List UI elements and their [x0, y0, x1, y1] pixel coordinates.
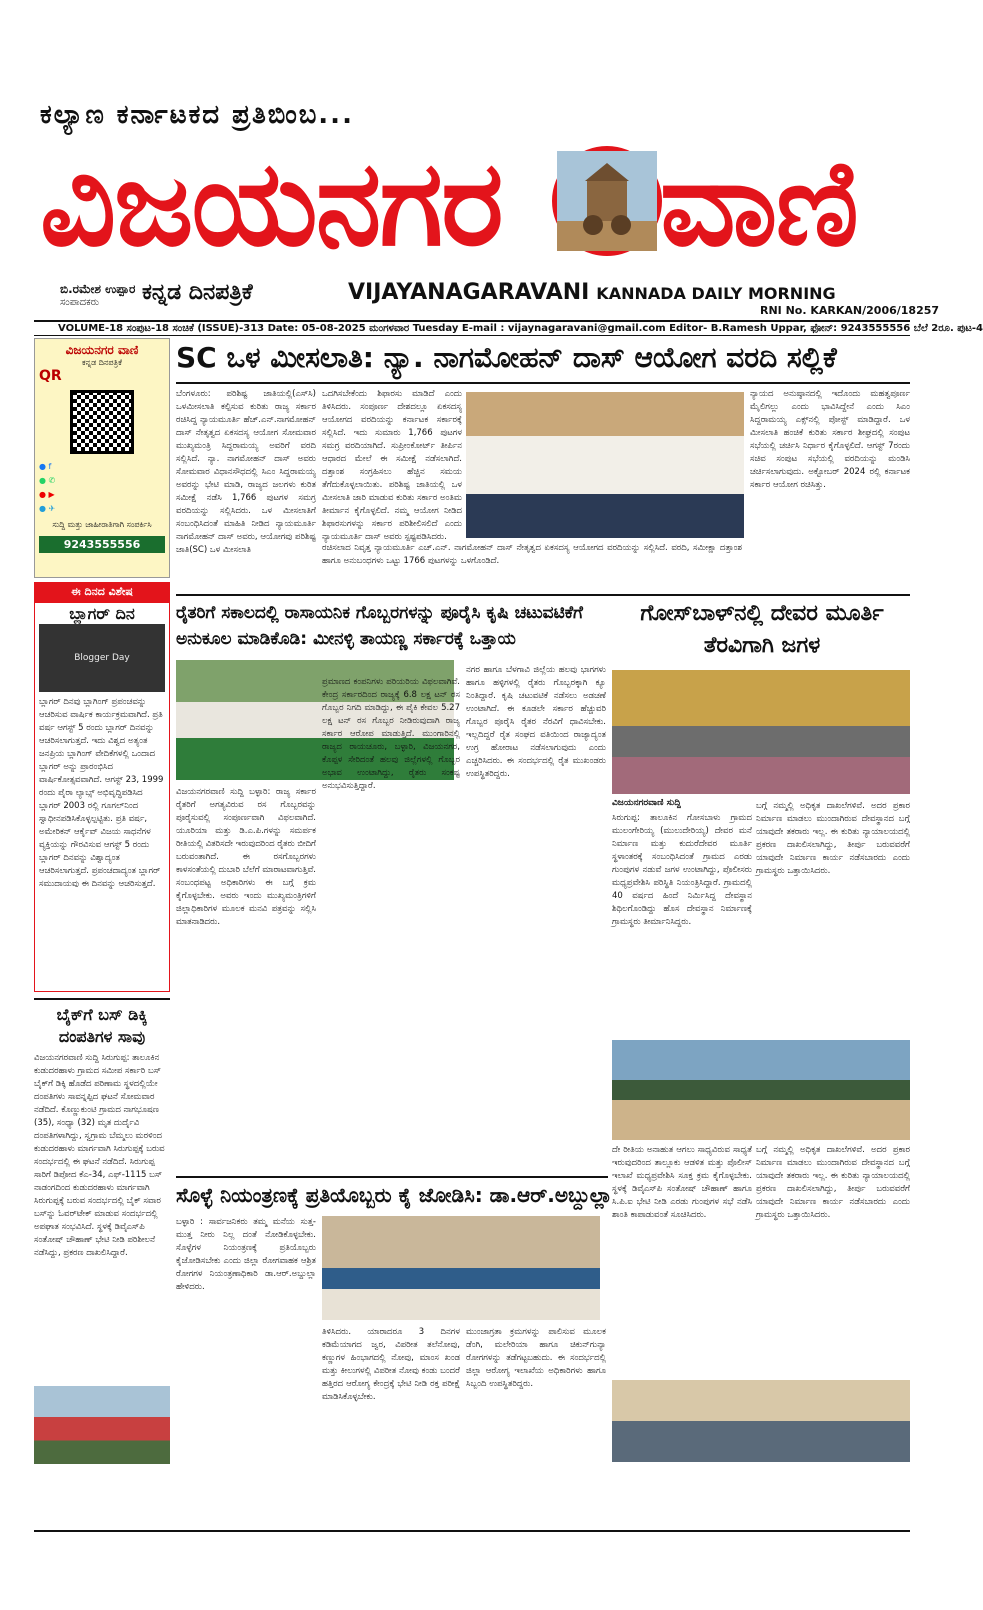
lead-column-2: ಒದಗಿಸಬೇಕೆಂದು ಶಿಫಾರಸು ಮಾಡಿದೆ ಎಂದು ತಿಳಿಸಿದರು. ಸಂಪೂರ್ಣ ದೇಶದಲ್ಲೂ ಏಕಸದಸ್ಯ ಆಯೋಗದ ವರದಿಯನ್ನು ಕರ್ನಾಟಕ ಸರ್ಕಾರಕ್ಕೆ ಸಲ್ಲಿಸಿದೆ. ಇದು ಸುಮಾರು 1,766 ಪುಟಗಳ ಸಮಗ್ರ ವರದಿಯಾಗಿದೆ. ಸುಪ್ರೀಂಕೋರ್ಟ್ ತೀರ್ಪಿನ ಆಧಾರದ ಮೇಲೆ ಈ ಸಮೀಕ್ಷೆ ನಡೆಸಲಾಗಿದೆ. ದತ್ತಾಂಶ ಸಂಗ್ರಹಿಸಲು ಹೆಚ್ಚಿನ ಸಮಯ ತೆಗೆದುಕೊಳ್ಳಲಾಯಿತು. ಪರಿಶಿಷ್ಟ ಜಾತಿಯಲ್ಲಿ ಒಳ ಮೀಸಲಾತಿ ಜಾರಿ ಮಾಡುವ ಕುರಿತು ಸರ್ಕಾರ ಅಂತಿಮ ತೀರ್ಮಾನ ಕೈಗೊಳ್ಳಲಿದೆ. ನಮ್ಮ ಆಯೋಗ ನೀಡಿದ ಶಿಫಾರಸುಗಳನ್ನು ಸರ್ಕಾರ ಪರಿಶೀಲಿಸಲಿದೆ ಎಂದು ನ್ಯಾಯಮೂರ್ತಿ ದಾಸ್ ಅವರು ಸ್ಪಷ್ಟಪಡಿಸಿದರು. [322, 389, 462, 542]
lead-headline[interactable]: SC ಒಳ ಮೀಸಲಾತಿ: ನ್ಯಾ. ನಾಗಮೋಹನ್ ದಾಸ್ ಆಯೋಗ ವರದಿ ಸಲ್ಲಿಕೆ [176, 341, 837, 374]
lead-photo-caption: ರಚಿಸಲಾದ ನಿವೃತ್ತ ನ್ಯಾಯಮೂರ್ತಿ ಎಚ್.ಎನ್. ನಾಗಮೋಹನ್ ದಾಸ್ ನೇತೃತ್ವದ ಏಕಸದಸ್ಯ ಆಯೋಗದ ವರದಿಯನ್ನು ಸಲ್ಲಿಸಿದೆ. ವರದಿ, ಸಮೀಕ್ಷಾ ದತ್ತಾಂಶ ಹಾಗೂ ಅನುಬಂಧಗಳು ಒಟ್ಟು 1766 ಪುಟಗಳನ್ನು ಒಳಗೊಂಡಿದೆ. [322, 543, 742, 566]
masthead-title-left: ವಿಜಯನಗರ [40, 134, 502, 272]
facebook-icon[interactable]: ● f [39, 462, 52, 471]
qr-code-icon[interactable] [70, 390, 134, 454]
section-rule [176, 594, 910, 596]
editor-credit [60, 282, 135, 308]
farmers-column-2: ಪ್ರಮಾಣದ ಕಂಪನಿಗಳು ಪರಿಯರಿಯ ವಿಫಲವಾಗಿವೆ. ಕೇಂದ್ರ ಸರ್ಕಾರದಿಂದ ರಾಜ್ಯಕ್ಕೆ 6.8 ಲಕ್ಷ ಟನ್ ರಸ ಗೊಬ್ಬರ ನಿಗದಿ ಮಾಡಿದ್ದು, ಈ ಪೈಕಿ ಕೇವಲ 5.27 ಲಕ್ಷ ಟನ್ ರಸ ಗೊಬ್ಬರ ನೀಡಿರುವುದಾಗಿ ರಾಜ್ಯ ಸರ್ಕಾರ ಆರೋಪ ಮಾಡುತ್ತಿದೆ. ಮುಂಗಾರಿನಲ್ಲಿ ರಾಜ್ಯದ ರಾಯಚೂರು, ಬಳ್ಳಾರಿ, ವಿಜಯನಗರ, ಕೊಪ್ಪಳ ಸೇರಿದಂತೆ ಹಲವು ಜಿಲ್ಲೆಗಳಲ್ಲಿ ಗೊಬ್ಬರ ಅಭಾವ ಉಂಟಾಗಿದ್ದು, ರೈತರು ಸಂಕಷ್ಟ ಅನುಭವಿಸುತ್ತಿದ್ದಾರೆ. [322, 677, 460, 791]
editor-name: ಬಿ.ರಮೇಶ ಉಪ್ಪಾರ [60, 282, 136, 296]
qr-title: ವಿಜಯನಗರ ವಾಣಿ [65, 343, 139, 357]
brand-name: VIJAYANAGARAVANI [348, 280, 590, 305]
temple-column-2: ದೇ ರೀತಿಯ ಅನಾಹುತ ಆಗಲು ಸಾಧ್ಯವಿರುವ ಸಾಧ್ಯತೆ ಇರುವುದರಿಂದ ತಾಲ್ಲೂಕು ಆಡಳಿತ ಮತ್ತು ಪೊಲೀಸ್ ಇಲಾಖೆ ಮಧ್ಯಪ್ರವೇಶಿಸಿ ಸೂಕ್ತ ಕ್ರಮ ಕೈಗೊಳ್ಳಬೇಕು. ಸ್ಥಳಕ್ಕೆ ಡಿವೈಎಸ್‌ಪಿ ಸಂತೋಷ್ ಚೌಹಾಣ್ ಹಾಗೂ ಸಿ.ಪಿ.ಐ ಭೇಟಿ ನೀಡಿ ಎರಡು ಗುಂಪುಗಳ ಸಭೆ ನಡೆಸಿ ಶಾಂತಿ ಕಾಪಾಡುವಂತೆ ಸೂಚಿಸಿದರು. [612, 1145, 752, 1220]
lead-column-4: ನ್ಯಾಯದ ಅನುಷ್ಠಾನದಲ್ಲಿ ಇದೊಂದು ಮಹತ್ವಪೂರ್ಣ ಮೈಲಿಗಲ್ಲು ಎಂದು ಭಾವಿಸಿದ್ದೇನೆ ಎಂದು ಸಿಎಂ ಸಿದ್ದರಾಮಯ್ಯ ಎಕ್ಸ್‌ನಲ್ಲಿ ಪೋಸ್ಟ್ ಮಾಡಿದ್ದಾರೆ. ಒಳ ಮೀಸಲಾತಿ ಹಂಚಿಕೆ ಕುರಿತು ಸರ್ಕಾರ ಶೀಘ್ರದಲ್ಲಿ ಸಂಪುಟ ಸಭೆಯಲ್ಲಿ ಚರ್ಚಿಸಿ ನಿರ್ಧಾರ ಕೈಗೊಳ್ಳಲಿದೆ. ಆಗಸ್ಟ್ 7ರಂದು ಸಚಿವ ಸಂಪುಟ ಸಭೆಯಲ್ಲಿ ವರದಿಯನ್ನು ಮಂಡಿಸಿ ಚರ್ಚಿಸಲಾಗುವುದು. ಅಕ್ಟೋಬರ್ 2024 ರಲ್ಲಿ ಕರ್ನಾಟಕ ಸರ್ಕಾರ ಆಯೋಗ ರಚಿಸಿತ್ತು. [750, 389, 910, 490]
editor-label: Editor- B.Ramesh Uppar, [669, 323, 807, 334]
cleanliness-rule [176, 1176, 608, 1178]
cleanliness-column-3: ಮುಂಜಾಗ್ರತಾ ಕ್ರಮಗಳನ್ನು ಪಾಲಿಸುವ ಮೂಲಕ ಡೆಂಗಿ, ಮಲೇರಿಯಾ ಹಾಗೂ ಚಿಕುನ್‌ಗುನ್ಯಾ ರೋಗಗಳನ್ನು ತಡೆಗಟ್ಟಬಹುದು. ಈ ಸಂದರ್ಭದಲ್ಲಿ ಜಿಲ್ಲಾ ಆರೋಗ್ಯ ಇಲಾಖೆಯ ಅಧಿಕಾರಿಗಳು ಹಾಗೂ ಸಿಬ್ಬಂದಿ ಉಪಸ್ಥಿತರಿದ್ದರು. [466, 1327, 606, 1389]
blogger-day-image: Blogger Day [39, 624, 165, 692]
special-day-box [34, 602, 170, 992]
lead-column-1: ಬೆಂಗಳೂರು: ಪರಿಶಿಷ್ಟ ಜಾತಿಯಲ್ಲಿ(ಎಸ್‌ಸಿ) ಒಳಮೀಸಲಾತಿ ಕಲ್ಪಿಸುವ ಕುರಿತು ರಾಜ್ಯ ಸರ್ಕಾರ ರಚಿಸಿದ್ದ ನ್ಯಾಯಮೂರ್ತಿ ಹೆಚ್.ಎನ್.ನಾಗಮೋಹನ್ ದಾಸ್ ನೇತೃತ್ವದ ಏಕಸದಸ್ಯ ಆಯೋಗ ಸೋಮವಾರ ಮುಖ್ಯಮಂತ್ರಿ ಸಿದ್ದರಾಮಯ್ಯ ಅವರಿಗೆ ವರದಿ ಸಲ್ಲಿಸಿದೆ. ನ್ಯಾ. ನಾಗಮೋಹನ್ ದಾಸ್ ಅವರು ಸೋಮವಾರ ವಿಧಾನಸೌಧದಲ್ಲಿ ಸಿಎಂ ಸಿದ್ದರಾಮಯ್ಯ ಅವರನ್ನು ಭೇಟಿ ಮಾಡಿ, ರಾಜ್ಯದ ಜಲಗಳು ಕುರಿತ ಸಮೀಕ್ಷೆ ನಡೆಸಿ 1,766 ಪುಟಗಳ ಸಮಗ್ರ ವರದಿಯನ್ನು ಸಲ್ಲಿಸಿದರು. ಒಳ ಮೀಸಲಾತಿಗೆ ಸಂಬಂಧಿಸಿದಂತೆ ಮಾಹಿತಿ ನೀಡಿದ ನ್ಯಾಯಮೂರ್ತಿ ನಾಗಮೋಹನ್ ದಾಸ್ ಅವರು, ಆಯೋಗವು ಪರಿಶಿಷ್ಟ ಜಾತಿ(SC) ಒಳ ಮೀಸಲಾತಿ [176, 389, 316, 555]
contact-phone: 9243555556 [39, 536, 165, 553]
phone-label: ಸುದ್ದಿ ಮತ್ತು ಜಾಹೀರಾತಿಗಾಗಿ ಸಂಪರ್ಕಿಸಿ [52, 520, 152, 529]
price: ಬೆಲೆ 2ರೂ. ಪುಟ-4 [913, 323, 983, 334]
cleanliness-photo [322, 1216, 600, 1320]
bike-accident-headline[interactable]: ಬೈಕ್‌ಗೆ ಬಸ್ ಡಿಕ್ಕಿ ದಂಪತಿಗಳ ಸಾವು [34, 998, 170, 1048]
social-links [39, 460, 165, 516]
daily-english: KANNADA DAILY MORNING [596, 284, 836, 303]
day-english: Tuesday [412, 323, 459, 334]
daily-kannada-label: ಕನ್ನಡ ದಿನಪತ್ರಿಕೆ [142, 280, 253, 305]
temple-police-photo [612, 1040, 910, 1140]
hampi-chariot-emblem-icon [552, 146, 662, 256]
brand-english [348, 280, 836, 305]
email[interactable]: E-mail : vijaynagaravani@gmail.com [461, 323, 666, 334]
lead-rule [176, 382, 910, 384]
qr-label: QR [39, 368, 62, 384]
left-sidebar [34, 338, 170, 1528]
rni-number: RNI No. KARKAN/2006/18257 [760, 304, 940, 317]
special-day-body: ಬ್ಲಾಗರ್ ದಿನವು ಬ್ಲಾಗಿಂಗ್ ಪ್ರಪಂಚವನ್ನು ಆಚರಿಸುವ ವಾರ್ಷಿಕ ಕಾರ್ಯಕ್ರಮವಾಗಿದೆ. ಪ್ರತಿ ವರ್ಷ ಆಗಸ್ಟ್ 5 ರಂದು ಬ್ಲಾಗರ್ ದಿನವನ್ನು ಆಚರಿಸಲಾಗುತ್ತದೆ. ಇದು ವಿಶ್ವದ ಅತ್ಯಂತ ಜನಪ್ರಿಯ ಬ್ಲಾಗಿಂಗ್ ವೇದಿಕೆಗಳಲ್ಲಿ ಒಂದಾದ ಬ್ಲಾಗರ್ ಅನ್ನು ಪ್ರಾರಂಭಿಸಿದ ವಾರ್ಷಿಕೋತ್ಸವವಾಗಿದೆ. ಆಗಸ್ಟ್ 23, 1999 ರಂದು ಪೈರಾ ಲ್ಯಾಬ್ಸ್ ಅಭಿವೃದ್ಧಿಪಡಿಸಿದ ಬ್ಲಾಗರ್ 2003 ರಲ್ಲಿ ಗೂಗಲ್‌ನಿಂದ ಸ್ವಾಧೀನಪಡಿಸಿಕೊಳ್ಳಲ್ಪಟ್ಟಿತು. ಪ್ರತಿ ವರ್ಷ, ಅಮೇರಿಕನ್ ಆರ್ಕೈವ್ ವಿಜಯ ಸಾಧನೆಗಳ ವ್ಯಕ್ತಿಯನ್ನು ಗೌರವಿಸುವ ಆಗಸ್ಟ್ 5 ರಂದು ಬ್ಲಾಗರ್ ದಿನವನ್ನು ವಿಶ್ವಾದ್ಯಂತ ಆಚರಿಸಲಾಗುತ್ತದೆ. ಪ್ರಪಂಚದಾದ್ಯಂತ ಬ್ಲಾಗರ್ ಸಮುದಾಯವು ಈ ದಿನವನ್ನು ಆಚರಿಸುತ್ತದೆ. [39, 697, 164, 889]
temple-headline[interactable]: ಗೋಸ್‌ಬಾಳ್‌ನಲ್ಲಿ ದೇವರ ಮೂರ್ತಿ ತೆರವಿಗಾಗಿ ಜಗಳ [640, 601, 884, 658]
cleanliness-column-1: ಬಳ್ಳಾರಿ : ಸಾರ್ವಜನಿಕರು ತಮ್ಮ ಮನೆಯ ಸುತ್ತ-ಮುತ್ತ ನೀರು ನಿಲ್ಲ ದಂತೆ ನೋಡಿಕೊಳ್ಳಬೇಕು. ಸೊಳ್ಳೆಗಳ ನಿಯಂತ್ರಣಕ್ಕೆ ಪ್ರತಿಯೊಬ್ಬರು ಕೈಜೋಡಿಸಬೇಕು ಎಂದು ಜಿಲ್ಲಾ ರೋಗವಾಹಕ ಆಶ್ರಿತ ರೋಗಗಳ ನಿಯಂತ್ರಣಾಧಿಕಾರಿ ಡಾ.ಆರ್.ಅಬ್ದುಲ್ಲಾ ಹೇಳಿದರು. [176, 1217, 316, 1292]
telegram-icon[interactable]: ● ✈ [39, 504, 56, 513]
farmers-column-1: ವಿಜಯನಗರವಾಣಿ ಸುದ್ದಿ ಬಳ್ಳಾರಿ: ರಾಜ್ಯ ಸರ್ಕಾರ ರೈತರಿಗೆ ಅಗತ್ಯವಿರುವ ರಸ ಗೊಬ್ಬರವನ್ನು ಪೂರೈಸುವಲ್ಲಿ ಸಂಪೂರ್ಣವಾಗಿ ವಿಫಲವಾಗಿದೆ. ಯೂರಿಯಾ ಮತ್ತು ಡಿ.ಎ.ಪಿ.ಗಳನ್ನು ಸಮರ್ಪಕ ರೀತಿಯಲ್ಲಿ ವಿತರಿಸದೇ ಇರುವುದರಿಂದ ರೈತರು ಬೀದಿಗೆ ಬರುವಂತಾಗಿದೆ. ಈ ರಸಗೊಬ್ಬರಗಳು ಕಾಳಸಂತೆಯಲ್ಲಿ ದುಬಾರಿ ಬೆಲೆಗೆ ಮಾರಾಟವಾಗುತ್ತಿವೆ. ಸಂಬಂಧಪಟ್ಟ ಅಧಿಕಾರಿಗಳು ಈ ಬಗ್ಗೆ ಕ್ರಮ ಕೈಗೊಳ್ಳಬೇಕು. ಅವರು ಇಂದು ಮುಖ್ಯಮಂತ್ರಿಗಳಿಗೆ ಜಿಲ್ಲಾಧಿಕಾರಿಗಳ ಮೂಲಕ ಮನವಿ ಪತ್ರವನ್ನು ಸಲ್ಲಿಸಿ ಮಾತನಾಡಿದರು. [176, 787, 316, 927]
temple-photo-caption: ವಿಜಯನಗರವಾಣಿ ಸುದ್ದಿ [612, 798, 681, 808]
day-kannada: ಮಂಗಳವಾರ [369, 323, 410, 334]
phone: ಫೋನ್: 9243555556 [810, 323, 911, 334]
volume: VOLUME-18 ಸಂಪುಟ-18 [58, 323, 170, 334]
bus-accident-photo [34, 1386, 170, 1464]
issue-info-bar [34, 320, 983, 336]
farmers-headline[interactable]: ರೈತರಿಗೆ ಸಕಾಲದಲ್ಲಿ ರಾಸಾಯನಿಕ ಗೊಬ್ಬರಗಳನ್ನು ಪೂರೈಸಿ ಕೃಷಿ ಚಟುವಟಿಕೆಗೆ ಅನುಕೂಲ ಮಾಡಿಕೊಡಿ: ಮೀನಳ್ಳಿ ತಾಯಣ್ಣ ಸರ್ಕಾರಕ್ಕೆ ಒತ್ತಾಯ [176, 603, 583, 649]
cleanliness-column-2: ತಿಳಿಸಿದರು. ಯಾರಾದರೂ 3 ದಿನಗಳ ಕಡಿಮೆಯಾಗದ ಜ್ವರ, ವಿಪರೀತ ತಲೆನೋವು, ಕಣ್ಣುಗಳ ಹಿಂಭಾಗದಲ್ಲಿ ನೋವು, ಮಾಂಸ ಖಂಡ ಮತ್ತು ಕೀಲುಗಳಲ್ಲಿ ವಿಪರೀತ ನೋವು ಕಂಡು ಬಂದರೆ ಹತ್ತಿರದ ಆರೋಗ್ಯ ಕೇಂದ್ರಕ್ಕೆ ಭೇಟಿ ನೀಡಿ ರಕ್ತ ಪರೀಕ್ಷೆ ಮಾಡಿಸಿಕೊಳ್ಳಬೇಕು. [322, 1327, 460, 1402]
bike-accident-body: ವಿಜಯನಗರವಾಣಿ ಸುದ್ದಿ ಸಿರುಗುಪ್ಪ: ತಾಲೂಕಿನ ಕುಡುದರಹಾಳು ಗ್ರಾಮದ ಸಮೀಪ ಸರ್ಕಾರಿ ಬಸ್ ಬೈಕ್‌ಗೆ ಡಿಕ್ಕಿ ಹೊಡೆದ ಪರಿಣಾಮ ಸ್ಥಳದಲ್ಲಿಯೇ ದಂಪತಿಗಳು ಸಾವನ್ನಪ್ಪಿದ ಘಟನೆ ಸೋಮವಾರ ನಡೆದಿದೆ. ಕೊಣ್ಣುಕುಂಟಿ ಗ್ರಾಮದ ನಾಗಭೂಷಣ (35), ಸಂಧ್ಯಾ (32) ಮೃತ ದುರ್ದೈವಿ ದಂಪತಿಗಳಾಗಿದ್ದು, ಸ್ವಗ್ರಾಮ ಬೆಮ್ಮಲು ಮರಳಿಂದ ಕುಡುದರಹಾಳು ಮಾರ್ಗವಾಗಿ ಸಿರುಗುಪ್ಪಕ್ಕೆ ಬರುವ ಸಂದರ್ಭದಲ್ಲಿ ಈ ಘಟನೆ ನಡೆದಿದೆ. ಸಿರುಗುಪ್ಪ ಸಾರಿಗೆ ಡಿಪೋದ ಕೆಎ-34, ಎಫ್-1115 ಬಸ್ ನಾಡಂಗದಿಂದ ಕುಡುದರಹಾಳು ಮಾರ್ಗವಾಗಿ ಸಿರುಗುಪ್ಪಕ್ಕೆ ಬರುವ ಸಂದರ್ಭದಲ್ಲಿ ಬೈಕ್ ಸವಾರ ಬಸ್‌ನ್ನು ಓವರ್‌ಟೇಕ್ ಮಾಡುವ ಸಂದರ್ಭದಲ್ಲಿ ಅಪಘಾತ ಸಂಭವಿಸಿದೆ. ಸ್ಥಳಕ್ಕೆ ಡಿವೈಎಸ್‌ಪಿ ಸಂತೋಷ್ ಚೌಹಾಣ್ ಭೇಟಿ ನೀಡಿ ಪರಿಶೀಲನೆ ನಡೆಸಿದ್ದು, ಪ್ರಕರಣ ದಾಖಲಿಸಿದ್ದಾರೆ. [34, 1053, 165, 1258]
temple-crowd-photo [612, 1380, 910, 1462]
qr-promo-box [34, 338, 170, 578]
temple-column-1: ಸಿರುಗುಪ್ಪ: ತಾಲೂಕಿನ ಗೋಸಬಾಳು ಗ್ರಾಮದ ಮುಲಂಗೇರಿಯ್ಯ (ಮುಲುದೇರಿಯ್ಯ) ದೇವರ ಮನೆ ನಿರ್ಮಾಣ ಮತ್ತು ಕುದುರೆದೇವರ ಮೂರ್ತಿ ಸ್ಥಳಾಂತರಕ್ಕೆ ಸಂಬಂಧಿಸಿದಂತೆ ಗ್ರಾಮದ ಎರಡು ಗುಂಪುಗಳ ನಡುವೆ ಜಗಳ ಉಂಟಾಗಿದ್ದು, ಪೊಲೀಸರು ಮಧ್ಯಪ್ರವೇಶಿಸಿ ಪರಿಸ್ಥಿತಿ ನಿಯಂತ್ರಿಸಿದ್ದಾರೆ. ಗ್ರಾಮದಲ್ಲಿ 40 ವರ್ಷದ ಹಿಂದೆ ನಿರ್ಮಿಸಿದ್ದ ದೇವಸ್ಥಾನ ಶಿಥಿಲಗೊಂಡಿದ್ದು ಹೊಸ ದೇವಸ್ಥಾನ ನಿರ್ಮಾಣಕ್ಕೆ ಗ್ರಾಮಸ್ಥರು ತೀರ್ಮಾನಿಸಿದ್ದರು. [612, 813, 752, 927]
lead-photo-submission [466, 392, 744, 538]
editor-role: ಸಂಪಾದಕರು [60, 297, 100, 308]
youtube-icon[interactable]: ● ▶ [39, 490, 55, 499]
temple-column-3: ಬಗ್ಗೆ ನಮ್ಮಲ್ಲಿ ಅಧಿಕೃತ ದಾಖಲೆಗಳಿವೆ. ಅದರ ಪ್ರಕಾರ ನಿರ್ಮಾಣ ಮಾಡಲು ಮುಂದಾಗಿರುವ ದೇವಸ್ಥಾನದ ಬಗ್ಗೆ ಯಾವುದೇ ತಕರಾರು ಇಲ್ಲ. ಈ ಕುರಿತು ನ್ಯಾಯಾಲಯದಲ್ಲಿ ಪ್ರಕರಣ ದಾಖಲಿಸಲಾಗಿದ್ದು, ತೀರ್ಪು ಬರುವವರೆಗೆ ಯಾವುದೇ ನಿರ್ಮಾಣ ಕಾರ್ಯ ನಡೆಸಬಾರದು ಎಂದು ಗ್ರಾಮಸ್ಥರು ಒತ್ತಾಯಿಸಿದರು. [756, 1145, 910, 1220]
temple-dispute-photo [612, 670, 910, 794]
qr-subtitle: ಕನ್ನಡ ದಿನಪತ್ರಿಕೆ [81, 358, 122, 367]
special-day-header: ಈ ದಿನದ ವಿಶೇಷ [34, 582, 170, 602]
masthead-title-right: ವಾಣಿ [660, 134, 857, 272]
cleanliness-headline[interactable]: ಸೊಳ್ಳೆ ನಿಯಂತ್ರಣಕ್ಕೆ ಪ್ರತಿಯೊಬ್ಬರು ಕೈ ಜೋಡಿಸಿ: ಡಾ.ಆರ್.ಅಬ್ದುಲ್ಲಾ [176, 1183, 613, 1207]
whatsapp-icon[interactable]: ● ✆ [39, 476, 56, 485]
issue: ಸಂಚಿಕೆ (ISSUE)-313 [172, 323, 265, 334]
farmers-column-3: ನಗರ ಹಾಗೂ ಬೆಳಗಾವಿ ಜಿಲ್ಲೆಯ ಹಲವು ಭಾಗಗಳು ಹಾಗೂ ಹಳ್ಳಿಗಳಲ್ಲಿ ರೈತರು ಗೊಬ್ಬರಕ್ಕಾಗಿ ಕ್ಯೂ ನಿಂತಿದ್ದಾರೆ. ಕೃಷಿ ಚಟುವಟಿಕೆ ನಡೆಸಲು ಅಡಚಣೆ ಉಂಟಾಗಿದೆ. ಈ ಕೂಡಲೇ ಸರ್ಕಾರ ಹೆಚ್ಚುವರಿ ಗೊಬ್ಬರ ಪೂರೈಸಿ ರೈತರ ನೆರವಿಗೆ ಧಾವಿಸಬೇಕು. ಇಲ್ಲದಿದ್ದರೆ ರೈತ ಸಂಘದ ವತಿಯಿಂದ ರಾಜ್ಯಾದ್ಯಂತ ಉಗ್ರ ಹೋರಾಟ ನಡೆಸಲಾಗುವುದು ಎಂದು ಎಚ್ಚರಿಸಿದರು. ಈ ಸಂದರ್ಭದಲ್ಲಿ ರೈತ ಮುಖಂಡರು ಉಪಸ್ಥಿತರಿದ್ದರು. [466, 665, 606, 779]
page-bottom-rule [34, 1530, 910, 1532]
date: Date: 05-08-2025 [267, 323, 366, 334]
temple-column-1b: ಬಗ್ಗೆ ನಮ್ಮಲ್ಲಿ ಅಧಿಕೃತ ದಾಖಲೆಗಳಿವೆ. ಅದರ ಪ್ರಕಾರ ನಿರ್ಮಾಣ ಮಾಡಲು ಮುಂದಾಗಿರುವ ದೇವಸ್ಥಾನದ ಬಗ್ಗೆ ಯಾವುದೇ ತಕರಾರು ಇಲ್ಲ. ಈ ಕುರಿತು ನ್ಯಾಯಾಲಯದಲ್ಲಿ ಪ್ರಕರಣ ದಾಖಲಿಸಲಾಗಿದ್ದು, ತೀರ್ಪು ಬರುವವರೆಗೆ ಯಾವುದೇ ನಿರ್ಮಾಣ ಕಾರ್ಯ ನಡೆಸಬಾರದು ಎಂದು ಗ್ರಾಮಸ್ಥರು ಒತ್ತಾಯಿಸಿದರು. [756, 801, 910, 876]
masthead-tagline: ಕಲ್ಯಾಣ ಕರ್ನಾಟಕದ ಪ್ರತಿಬಿಂಬ... [40, 100, 354, 130]
special-day-title: ಬ್ಲಾಗರ್ ದಿನ [69, 604, 135, 623]
